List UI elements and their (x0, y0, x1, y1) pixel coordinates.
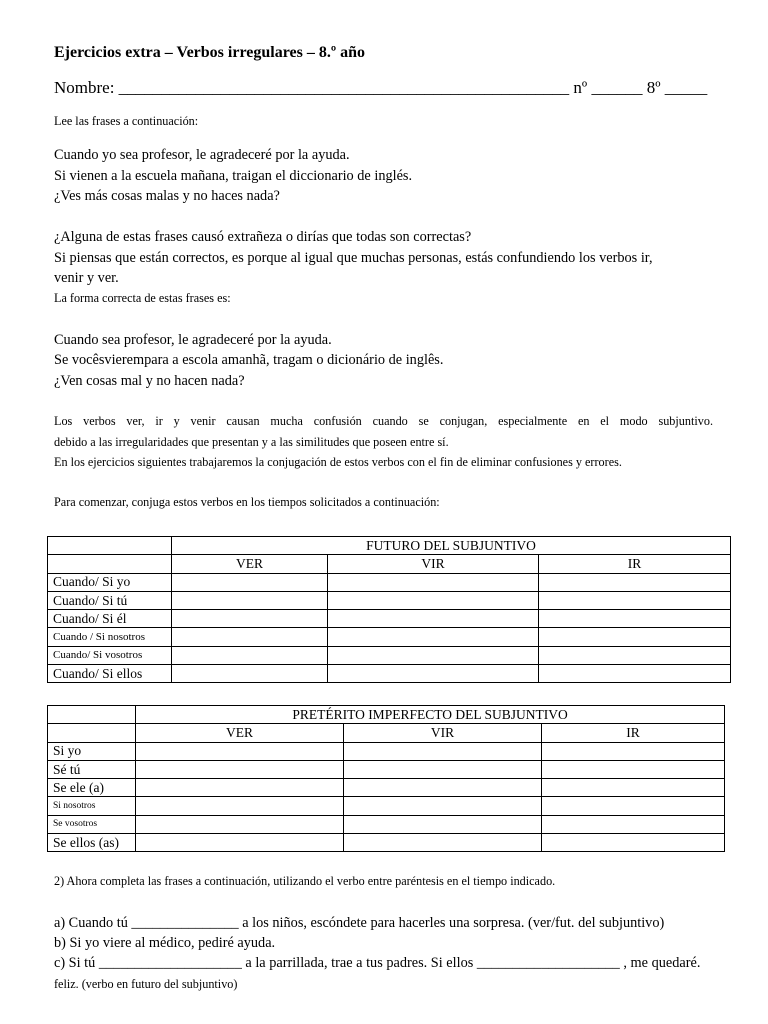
answer-cell[interactable] (542, 779, 725, 797)
row-label: Si nosotros (48, 797, 136, 815)
answer-cell[interactable] (539, 610, 731, 628)
row-label: Cuando/ Si tú (48, 591, 172, 609)
answer-cell[interactable] (172, 591, 328, 609)
column-header-ver: VER (136, 724, 344, 742)
explanation-1: Los verbos ver, ir y venir causan mucha confusión cuando se conjugan, especialmente en el modo subjuntivo. (54, 414, 713, 428)
answer-cell[interactable] (539, 591, 731, 609)
answer-cell[interactable] (172, 646, 328, 664)
table-title: PRETÉRITO IMPERFECTO DEL SUBJUNTIVO (136, 706, 725, 724)
answer-cell[interactable] (328, 646, 539, 664)
table-row (48, 628, 731, 646)
row-label: Cuando / Si nosotros (48, 628, 172, 646)
exercise2-instruction: 2) Ahora completa las frases a continuación, utilizando el verbo entre paréntesis en el tiempo indicado. (54, 874, 556, 888)
answer-cell[interactable] (344, 760, 542, 778)
answer-cell[interactable] (344, 742, 542, 760)
answer-cell[interactable] (542, 742, 725, 760)
exercise2-item-c-end: feliz. (verbo en futuro del subjuntivo) (54, 977, 238, 991)
corrected-2: Se vocêsvierempara a escola amanhã, tragam o dicionário de inglês. (54, 352, 444, 368)
answer-cell[interactable] (172, 628, 328, 646)
table-title: FUTURO DEL SUBJUNTIVO (172, 537, 731, 555)
row-label: Se ele (a) (48, 779, 136, 797)
row-label: Se vosotros (48, 815, 136, 833)
answer-cell[interactable] (328, 573, 539, 591)
question-2b: venir y ver. (54, 270, 119, 286)
answer-cell[interactable] (136, 815, 344, 833)
answer-cell[interactable] (344, 779, 542, 797)
answer-cell[interactable] (344, 815, 542, 833)
exercise2-item-b: b) Si yo viere al médico, pediré ayuda. (54, 935, 276, 951)
answer-cell[interactable] (539, 665, 731, 683)
table-row (48, 760, 725, 778)
answer-cell[interactable] (328, 628, 539, 646)
question-2a: Si piensas que están correctos, es porque al igual que muchas personas, estás confundiendo los verbos ir, (54, 250, 653, 266)
column-header-vir: VIR (328, 555, 539, 573)
answer-cell[interactable] (136, 779, 344, 797)
table-row (48, 665, 731, 683)
table-row (48, 742, 725, 760)
answer-cell[interactable] (542, 760, 725, 778)
corrected-3: ¿Ven cosas mal y no hacen nada? (54, 373, 245, 389)
correct-form-label: La forma correcta de estas frases es: (54, 291, 231, 305)
preterito-imperfecto-table (47, 705, 725, 852)
column-header-ir: IR (539, 555, 731, 573)
table-row (48, 834, 725, 852)
table-row (48, 797, 725, 815)
explanation-2: debido a las irregularidades que presentan y a las similitudes que poseen entre sí. (54, 435, 449, 449)
answer-cell[interactable] (539, 628, 731, 646)
table-corner-cell (48, 706, 136, 724)
answer-cell[interactable] (172, 610, 328, 628)
row-label: Cuando/ Si ellos (48, 665, 172, 683)
column-header-ir: IR (542, 724, 725, 742)
column-header-ver: VER (172, 555, 328, 573)
sentence-1: Cuando yo sea profesor, le agradeceré por la ayuda. (54, 147, 350, 163)
row-label: Cuando/ Si vosotros (48, 646, 172, 664)
worksheet-title: Ejercicios extra – Verbos irregulares – 8.º año (54, 44, 366, 61)
exercise2-item-c: c) Si tú ____________________ a la parrillada, trae a tus padres. Si ellos ____________________ , me quedaré. (54, 955, 701, 971)
explanation-3: En los ejercicios siguientes trabajaremos la conjugación de estos verbos con el fin de eliminar confusiones y errores. (54, 455, 622, 469)
answer-cell[interactable] (328, 610, 539, 628)
exercise2-item-a: a) Cuando tú _______________ a los niños, escóndete para hacerles una sorpresa. (ver/fut. del subjuntivo) (54, 915, 665, 931)
answer-cell[interactable] (542, 797, 725, 815)
column-header-vir: VIR (344, 724, 542, 742)
answer-cell[interactable] (172, 665, 328, 683)
answer-cell[interactable] (542, 834, 725, 852)
answer-cell[interactable] (136, 760, 344, 778)
answer-cell[interactable] (136, 742, 344, 760)
table-corner-cell (48, 724, 136, 742)
table-row (48, 646, 731, 664)
answer-cell[interactable] (344, 834, 542, 852)
answer-cell[interactable] (539, 646, 731, 664)
name-field-line: Nombre: _____________________________________________________ nº ______ 8º _____ (54, 78, 708, 97)
row-label: Cuando/ Si yo (48, 573, 172, 591)
answer-cell[interactable] (539, 573, 731, 591)
read-instruction: Lee las frases a continuación: (54, 114, 199, 128)
question-1: ¿Alguna de estas frases causó extrañeza o dirías que todas son correctas? (54, 229, 472, 245)
table-row (48, 610, 731, 628)
table-row (48, 573, 731, 591)
table-corner-cell (48, 537, 172, 555)
row-label: Si yo (48, 742, 136, 760)
table-row (48, 591, 731, 609)
sentence-2: Si vienen a la escuela mañana, traigan el diccionario de inglés. (54, 168, 413, 184)
answer-cell[interactable] (172, 573, 328, 591)
row-label: Cuando/ Si él (48, 610, 172, 628)
corrected-1: Cuando sea profesor, le agradeceré por la ayuda. (54, 332, 332, 348)
answer-cell[interactable] (344, 797, 542, 815)
answer-cell[interactable] (328, 591, 539, 609)
row-label: Sé tú (48, 760, 136, 778)
answer-cell[interactable] (136, 834, 344, 852)
answer-cell[interactable] (136, 797, 344, 815)
futuro-subjuntivo-table (47, 536, 731, 683)
table-row (48, 815, 725, 833)
table-row (48, 779, 725, 797)
answer-cell[interactable] (328, 665, 539, 683)
table-corner-cell (48, 555, 172, 573)
sentence-3: ¿Ves más cosas malas y no haces nada? (54, 188, 280, 204)
row-label: Se ellos (as) (48, 834, 136, 852)
start-instruction: Para comenzar, conjuga estos verbos en los tiempos solicitados a continuación: (54, 495, 440, 509)
answer-cell[interactable] (542, 815, 725, 833)
